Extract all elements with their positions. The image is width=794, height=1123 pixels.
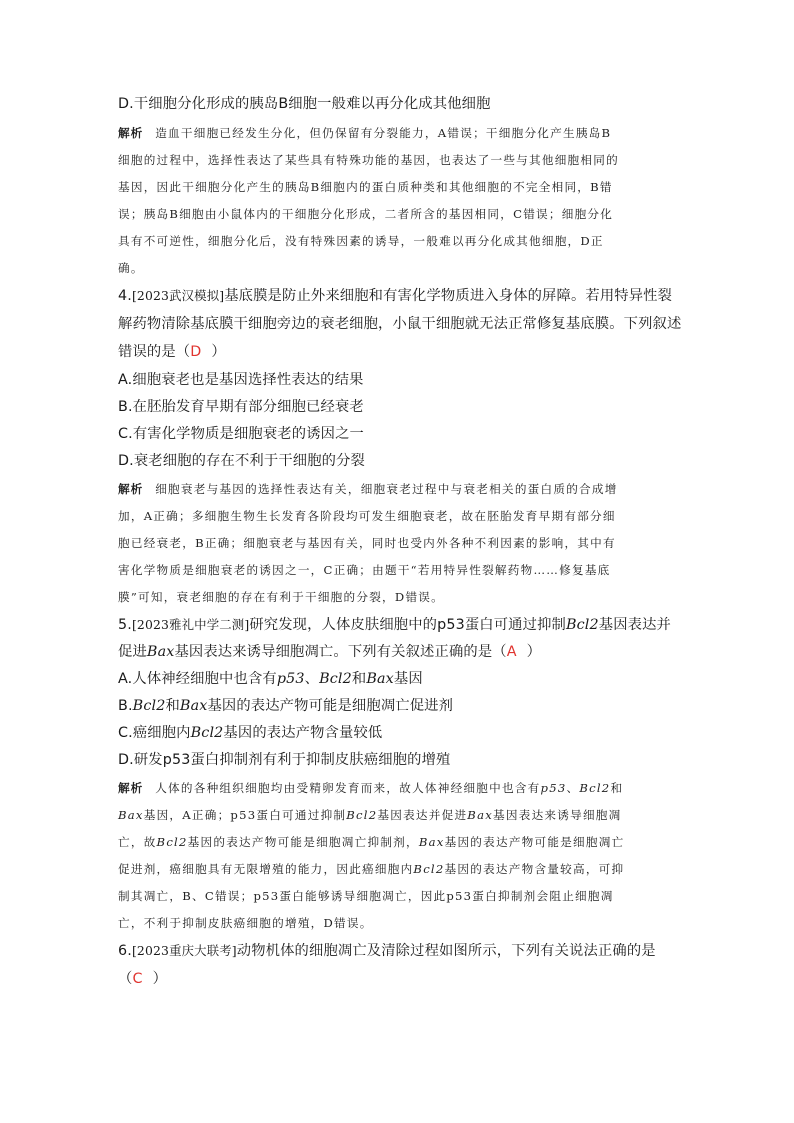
q5-stem-text: 促进 [118, 644, 147, 660]
explanation-label: 解析 [118, 781, 144, 795]
question-number: 6. [118, 943, 132, 959]
q6-stem-line [118, 970, 678, 988]
q5-stem-text: 研究发现，人体皮肤细胞中的p53蛋白可通过抑制 [249, 617, 566, 633]
q4-stem-line: 解药物清除基底膜干细胞旁边的衰老细胞，小鼠干细胞就无法正常修复基底膜。下列叙述 [118, 316, 682, 332]
option-text: 和 [351, 671, 367, 687]
question-source: [2023雅礼中学二测] [131, 617, 250, 632]
q6-stem-text: ） [152, 971, 168, 987]
gene-bcl2: Bcl2 [132, 698, 166, 714]
option-text: A.人体神经细胞中也含有 [118, 671, 277, 687]
option-text: 和 [165, 698, 180, 714]
q5-option-a [118, 670, 678, 688]
q5-explanation-text: 基因的表达产物含量较高，可抑 [444, 862, 625, 876]
option-text: 基因的表达产物含量较低 [223, 725, 383, 741]
q5-explanation-text: 基因的表达产物可能是细胞凋亡抑制剂， [187, 835, 419, 849]
answer-mark: D [190, 344, 202, 360]
q6-stem-text: 动物机体的细胞凋亡及清除过程如图所示，下列有关说法正确的是 [236, 943, 656, 959]
q5-explanation-text: 基因表达来诱导细胞凋 [493, 808, 622, 822]
gene-bax: Bax [418, 835, 445, 849]
q5-explanation-line [118, 860, 678, 878]
q4-explanation-line: 害化学物质是细胞衰老的诱因之一，C正确；由题干“若用特异性裂解药物……修复基底 [118, 563, 611, 577]
gene-bcl2: Bcl2 [190, 725, 224, 741]
q5-explanation-line [118, 779, 678, 797]
q5-explanation-text: 基因，A正确；p53蛋白可通过抑制 [143, 808, 347, 822]
q5-explanation-text: 人体的各种组织细胞均由受精卵发育而来，故人体神经细胞中也含有 [155, 781, 541, 795]
answer-mark: C [132, 971, 143, 987]
explanation-label: 解析 [118, 126, 144, 140]
q4-explanation-line: 膜”可知，衰老细胞的存在有利于干细胞的分裂，D错误。 [118, 590, 444, 604]
q4-stem-text: ） [211, 344, 226, 360]
q4-option-d: D.衰老细胞的存在不利于干细胞的分裂 [118, 453, 366, 469]
q5-option-b [118, 697, 678, 715]
q4-stem-line [118, 287, 678, 305]
q5-option-c [118, 724, 678, 742]
q4-stem-line [118, 343, 678, 361]
gene-p53: p53 [540, 781, 567, 795]
gene-bcl2: Bcl2 [319, 671, 352, 687]
option-text: 基因 [393, 671, 423, 687]
option-text: 基因的表达产物可能是细胞凋亡促进剂 [207, 698, 454, 714]
q4-explanation-line: 胞已经衰老，B正确；细胞衰老与基因有关，同时也受内外各种不利因素的影响，其中有 [118, 536, 616, 550]
gene-bcl2: Bcl2 [579, 781, 611, 795]
q5-stem-text: ） [526, 644, 542, 660]
q5-explanation-text: 和 [610, 781, 624, 795]
q4-option-a: A.细胞衰老也是基因选择性表达的结果 [118, 372, 364, 388]
q4-option-c: C.有害化学物质是细胞衰老的诱因之一 [118, 426, 364, 442]
q4-stem-text: 错误的是（ [118, 344, 191, 360]
q5-stem-line [118, 616, 678, 634]
question-number: 5. [118, 617, 132, 633]
question-source: [2023武汉模拟] [131, 288, 225, 303]
q5-explanation-text: 基因的表达产物可能是细胞凋亡 [444, 835, 625, 849]
q5-explanation-text: 亡，故 [118, 835, 157, 849]
q3-explanation-line: 误；胰岛B细胞由小鼠体内的干细胞分化形成，二者所含的基因相同，C错误；细胞分化 [118, 207, 614, 221]
q6-stem-line [118, 942, 678, 960]
q5-stem-text: 基因表达并 [598, 617, 671, 633]
q5-explanation-line [118, 833, 678, 851]
gene-bcl2: Bcl2 [565, 617, 599, 633]
q3-explanation-line [118, 124, 678, 142]
q4-explanation-line [118, 480, 678, 498]
question-number: 4. [118, 288, 132, 304]
gene-bax: Bax [467, 808, 494, 822]
q5-explanation-line: 亡，不利于抑制皮肤癌细胞的增殖，D错误。 [118, 916, 373, 930]
gene-bcl2: Bcl2 [413, 862, 445, 876]
gene-bax: Bax [366, 671, 394, 687]
q5-stem-text: 基因表达来诱导细胞凋亡。下列有关叙述正确的是（ [174, 644, 507, 660]
q4-explanation-text: 细胞衰老与基因的选择性表达有关，细胞衰老过程中与衰老相关的蛋白质的合成增 [155, 482, 618, 496]
answer-mark: A [506, 644, 517, 660]
explanation-label: 解析 [118, 482, 144, 496]
q3-explanation-line: 具有不可逆性，细胞分化后，没有特殊因素的诱导，一般难以再分化成其他细胞，D正 [118, 234, 604, 248]
option-text: C.癌细胞内 [118, 725, 191, 741]
q4-stem-text: 基底膜是防止外来细胞和有害化学物质进入身体的屏障。若用特异性裂 [224, 288, 673, 304]
q6-stem-text: （ [118, 971, 133, 987]
option-text: 、 [304, 671, 320, 687]
gene-p53: p53 [276, 671, 305, 687]
q5-explanation-text: 、 [566, 781, 580, 795]
q3-option-d: D.干细胞分化形成的胰岛B细胞一般难以再分化成其他细胞 [118, 96, 491, 112]
q3-explanation-line: 基因，因此干细胞分化产生的胰岛B细胞内的蛋白质种类和其他细胞的不完全相同，B错 [118, 180, 613, 194]
question-source: [2023重庆大联考] [131, 943, 237, 958]
q5-explanation-line: 制其凋亡，B、C错误；p53蛋白能够诱导细胞凋亡，因此p53蛋白抑制剂会阻止细胞凋 [118, 889, 614, 903]
q5-stem-line [118, 643, 678, 661]
gene-bax: Bax [179, 698, 208, 714]
q4-explanation-line: 加，A正确；多细胞生物生长发育各阶段均可发生细胞衰老，故在胚胎发育早期有部分细 [118, 509, 616, 523]
q5-explanation-line [118, 806, 678, 824]
q3-explanation-line: 细胞的过程中，选择性表达了某些具有特殊功能的基因，也表达了一些与其他细胞相同的 [118, 153, 619, 167]
q3-explanation-line: 确。 [118, 261, 144, 275]
q5-option-d: D.研发p53蛋白抑制剂有利于抑制皮肤癌细胞的增殖 [118, 752, 451, 768]
gene-bcl2: Bcl2 [346, 808, 378, 822]
q5-explanation-text: 促进剂，癌细胞具有无限增殖的能力，因此癌细胞内 [118, 862, 414, 876]
q4-option-b: B.在胚胎发育早期有部分细胞已经衰老 [118, 399, 364, 415]
q5-explanation-text: 基因表达并促进 [377, 808, 468, 822]
gene-bax: Bax [118, 808, 144, 822]
q3-explanation-text: 造血干细胞已经发生分化，但仍保留有分裂能力，A错误；干细胞分化产生胰岛B [155, 126, 612, 140]
option-text: B. [118, 698, 133, 714]
gene-bcl2: Bcl2 [156, 835, 188, 849]
gene-bax: Bax [146, 644, 175, 660]
